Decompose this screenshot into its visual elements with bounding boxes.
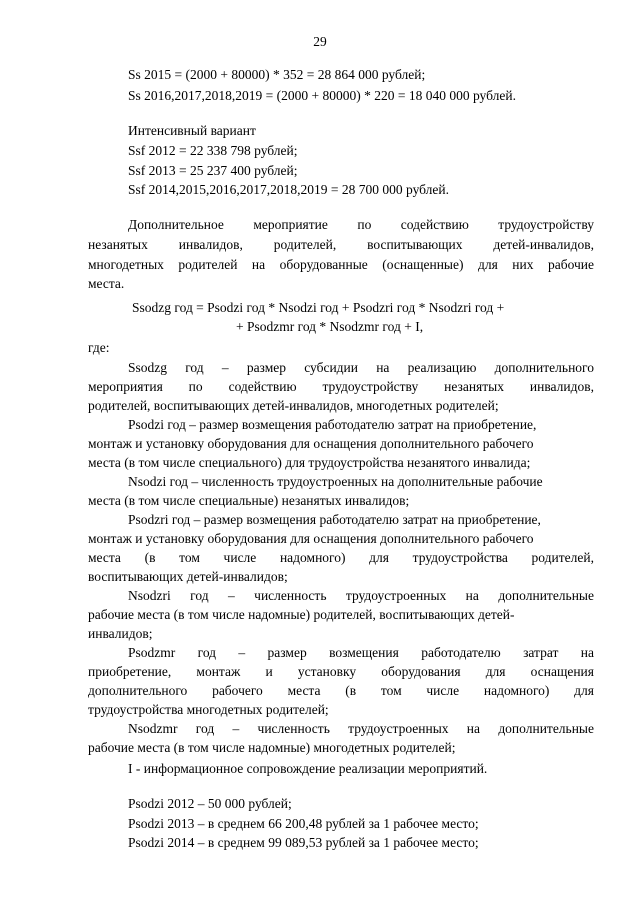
def-4-line-2: монтаж и установку оборудования для оснащения дополнительного рабочего — [88, 531, 534, 546]
def-4-line-3: места (в том числе надомного) для трудоустройства родителей, — [88, 550, 594, 565]
def-4-line-1: Psodzri год – размер возмещения работодателю затрат на приобретение, — [128, 512, 541, 527]
def-5-line-2: рабочие места (в том числе надомные) родителей, воспитывающих детей- — [88, 607, 515, 622]
additional-line-2: незанятых инвалидов, родителей, воспитывающих детей-инвалидов, — [88, 237, 594, 252]
additional-line-4: места. — [88, 276, 125, 291]
def-1-line-3: родителей, воспитывающих детей-инвалидов, многодетных родителей; — [88, 398, 499, 413]
ss-line-1: Ss 2015 = (2000 + 80000) * 352 = 28 864 000 рублей; — [128, 67, 426, 82]
def-5-line-3: инвалидов; — [88, 626, 153, 641]
additional-line-1: Дополнительное мероприятие по содействию трудоустройству — [128, 217, 594, 232]
formula-line-1: Ssodzg год = Psodzi год * Nsodzi год + Psodzri год * Nsodzri год + — [132, 300, 505, 315]
def-6-line-1: Psodzmr год – размер возмещения работодателю затрат на — [128, 645, 594, 660]
def-2-line-1: Psodzi год – размер возмещения работодателю затрат на приобретение, — [128, 417, 537, 432]
def-7-line-1: Nsodzmr год – численность трудоустроенных на дополнительные — [128, 721, 594, 736]
def-6-line-3: дополнительного рабочего места (в том числе надомного) для — [88, 683, 594, 698]
where-label: где: — [88, 340, 110, 355]
def-1-line-2: мероприятия по содействию трудоустройству незанятых инвалидов, — [88, 379, 594, 394]
ss-line-2: Ss 2016,2017,2018,2019 = (2000 + 80000) * 220 = 18 040 000 рублей. — [128, 88, 516, 103]
psodzi-line-1: Psodzi 2012 – 50 000 рублей; — [128, 796, 292, 811]
def-4-line-4: воспитывающих детей-инвалидов; — [88, 569, 288, 584]
def-3-line-1: Nsodzi год – численность трудоустроенных на дополнительные рабочие — [128, 474, 543, 489]
def-8-line-1: I - информационное сопровождение реализации мероприятий. — [128, 761, 488, 776]
ssf-line-1: Ssf 2012 = 22 338 798 рублей; — [128, 143, 298, 158]
formula-line-2: + Psodzmr год * Nsodzmr год + I, — [236, 319, 424, 334]
intensive-heading: Интенсивный вариант — [128, 123, 256, 138]
ssf-line-3: Ssf 2014,2015,2016,2017,2018,2019 = 28 700 000 рублей. — [128, 182, 450, 197]
def-6-line-2: приобретение, монтаж и установку оборудования для оснащения — [88, 664, 594, 679]
def-2-line-3: места (в том числе специального) для трудоустройства незанятого инвалида; — [88, 455, 531, 470]
def-7-line-2: рабочие места (в том числе надомные) многодетных родителей; — [88, 740, 456, 755]
psodzi-line-3: Psodzi 2014 – в среднем 99 089,53 рублей за 1 рабочее место; — [128, 835, 479, 850]
def-5-line-1: Nsodzri год – численность трудоустроенных на дополнительные — [128, 588, 594, 603]
def-6-line-4: трудоустройства многодетных родителей; — [88, 702, 329, 717]
page-number: 29 — [313, 34, 327, 49]
def-3-line-2: места (в том числе специальные) незанятых инвалидов; — [88, 493, 410, 508]
def-1-line-1: Ssodzg год – размер субсидии на реализацию дополнительного — [128, 360, 594, 375]
def-2-line-2: монтаж и установку оборудования для оснащения дополнительного рабочего — [88, 436, 534, 451]
ssf-line-2: Ssf 2013 = 25 237 400 рублей; — [128, 163, 298, 178]
psodzi-line-2: Psodzi 2013 – в среднем 66 200,48 рублей за 1 рабочее место; — [128, 816, 479, 831]
additional-line-3: многодетных родителей на оборудованные (оснащенные) для них рабочие — [88, 257, 594, 272]
